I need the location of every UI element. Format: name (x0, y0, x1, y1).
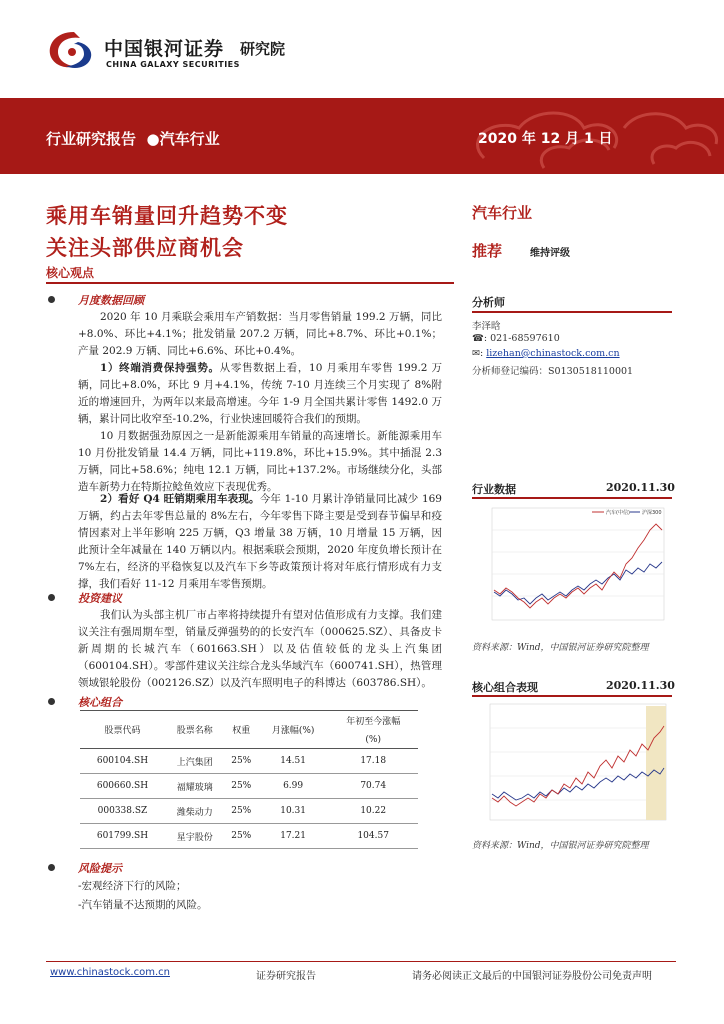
cell-month: 14.51 (258, 749, 329, 774)
paragraph-investment: 我们认为头部主机厂市占率将持续提升有望对估值形成有力支撑。我们建议关注有强周期车型，销量反弹强势的的长安汽车（000625.SZ）、具备皮卡新周期的长城汽车（601663.SH）以及估值较低的龙头上汽集团（600104.SH）。零部件建议关注综合龙头华域汽车（600741.SH），热管理领域银轮股份（002126.SZ）以及汽车照明电子的科博达（603786.SH）。 (78, 609, 442, 689)
portfolio-perf-heading: 核心组合表现 (472, 681, 538, 694)
cell-weight: 25% (225, 824, 258, 849)
logo-text-en: CHINA GALAXY SECURITIES (106, 60, 240, 69)
bullet-icon (48, 698, 55, 705)
core-view-label: 核心观点 (46, 266, 95, 280)
risk-item: -汽车销量不达预期的风险。 (78, 899, 208, 911)
footer-disclaimer: 请务必阅读正文最后的中国银河证券股份公司免责声明 (412, 971, 652, 982)
cell-ytd: 104.57 (328, 824, 418, 849)
section-heading-portfolio: 核心组合 (78, 696, 122, 709)
table-row (80, 774, 418, 799)
footer-label: 证券研究报告 (256, 971, 316, 982)
table-row (80, 749, 418, 774)
cell-weight: 25% (225, 749, 258, 774)
footer-website-link[interactable]: www.chinastock.com.cn (50, 967, 170, 978)
paragraph-monthly-3: 10 月数据强劲原因之一是新能源乘用车销量的高速增长。新能源乘用车 10 月份批发销量 14.4 万辆，同比+119.8%，环比+15.9%。其中插混 2.3 万辆，同比+58.6%；纯电 12.1 万辆，同比+137.2%。市场继续分化，头部造车新势力在特斯拉鲶鱼效应下表现优秀。 (78, 430, 442, 493)
cell-ytd: 10.22 (328, 799, 418, 824)
sidebar-rating: 推荐 (472, 242, 503, 260)
industry-data-source: 资料来源：Wind，中国银河证券研究院整理 (472, 643, 649, 653)
footer-divider (46, 961, 676, 962)
cell-ytd: 17.18 (328, 749, 418, 774)
core-divider (46, 282, 454, 284)
bullet-icon (48, 594, 55, 601)
cell-month: 6.99 (258, 774, 329, 799)
report-title-line1: 乘用车销量回升趋势不变 (46, 204, 288, 228)
cell-name: 潍柴动力 (165, 799, 225, 824)
report-date: 2020 年 12 月 1 日 (478, 131, 613, 147)
table-row (80, 799, 418, 824)
section-heading-investment: 投资建议 (78, 592, 122, 605)
paragraph-monthly-1: 2020 年 10 月乘联会乘用车产销数据：当月零售销量 199.2 万辆，同比+8.0%、环比+4.1%；批发销量 207.2 万辆，同比+8.7%、环比+0.1%；产量 202.9 万辆、同比+6.6%、环比+0.4%。 (78, 311, 442, 357)
report-category: 行业研究报告 ●汽车行业 (46, 130, 220, 148)
industry-data-divider (472, 497, 672, 499)
cell-weight: 25% (225, 799, 258, 824)
portfolio-perf-date: 2020.11.30 (606, 679, 675, 692)
analyst-phone: ☎: 021-68597610 (472, 333, 560, 344)
legend-series-1: 汽车(中信) (606, 510, 630, 516)
cell-code: 600660.SH (80, 774, 165, 799)
table-header-row (80, 711, 418, 749)
logo-text-cn: 中国银河证券 (104, 38, 225, 60)
industry-data-heading: 行业数据 (472, 483, 516, 496)
cell-name: 福耀玻璃 (165, 774, 225, 799)
sidebar-industry: 汽车行业 (472, 204, 533, 222)
section-heading-risk: 风险提示 (78, 862, 122, 875)
galaxy-logo-icon (44, 28, 100, 72)
cell-name: 上汽集团 (165, 749, 225, 774)
report-title-line2: 关注头部供应商机会 (46, 236, 244, 260)
cell-code: 601799.SH (80, 824, 165, 849)
analyst-email (472, 348, 620, 359)
col-ytd: 年初至今涨幅 (%) (328, 711, 418, 749)
logo-institute: 研究院 (240, 40, 286, 58)
col-name: 股票名称 (165, 711, 225, 749)
portfolio-perf-source: 资料来源：Wind，中国银河证券研究院整理 (472, 841, 649, 851)
cell-ytd: 70.74 (328, 774, 418, 799)
analyst-heading: 分析师 (472, 296, 505, 309)
email-link[interactable]: lizehan@chinastock.com.cn (486, 348, 620, 359)
col-weight: 权重 (225, 711, 258, 749)
cell-name: 星宇股份 (165, 824, 225, 849)
analyst-reg: 分析师登记编码：S0130518110001 (472, 366, 634, 377)
col-month: 月涨幅(%) (258, 711, 329, 749)
cell-weight: 25% (225, 774, 258, 799)
portfolio-perf-divider (472, 695, 672, 697)
table-row (80, 824, 418, 849)
portfolio-chart (480, 698, 670, 833)
cell-code: 000338.SZ (80, 799, 165, 824)
section-heading-monthly: 月度数据回顾 (78, 294, 144, 307)
industry-chart (480, 500, 670, 635)
paragraph-monthly-4: 2）看好 Q4 旺销期乘用车表现。今年 1-10 月累计净销量同比减少 169 万辆，约占去年零售总量的 8%左右，今年零售下降主要是受到春节偏早和疫情因素对上半年影响 225 万辆，Q3 增量 38 万辆，10 月增量 15 万辆，因此预计全年减量在 140 万辆以内。根据乘联会预期，2020 年度负增长预计在 7%左右，经济的平稳恢复以及汽车下乡等政策预计将对年底行情形成有力支撑，我们看好 11-12 月乘用车零售预期。 (78, 493, 442, 590)
bullet-icon (48, 864, 55, 871)
cell-month: 10.31 (258, 799, 329, 824)
analyst-divider (472, 311, 672, 313)
industry-data-date: 2020.11.30 (606, 481, 675, 494)
cell-month: 17.21 (258, 824, 329, 849)
col-code: 股票代码 (80, 711, 165, 749)
mail-icon: ✉: (472, 348, 484, 359)
paragraph-monthly-2: 1）终端消费保持强势。从零售数据上看，10 月乘用车零售 199.2 万辆，同比+8.0%，环比 9 月+4.1%，传统 7-10 月连续三个月实现了 8%附近的增速回升，为两年以来最高增速。今年 1-9 月全国共累计零售 1492.0 万辆，累计同比收窄至-10.2%，行业快速回暖符合我们的预期。 (78, 362, 442, 425)
legend-series-2: 沪深300 (642, 510, 662, 516)
analyst-name: 李泽晗 (472, 321, 501, 332)
portfolio-table (80, 710, 418, 849)
risk-item: -宏观经济下行的风险； (78, 880, 187, 892)
bullet-icon (48, 296, 55, 303)
phone-icon: ☎: (472, 333, 488, 344)
cell-code: 600104.SH (80, 749, 165, 774)
sidebar-rating-note: 维持评级 (530, 248, 570, 259)
